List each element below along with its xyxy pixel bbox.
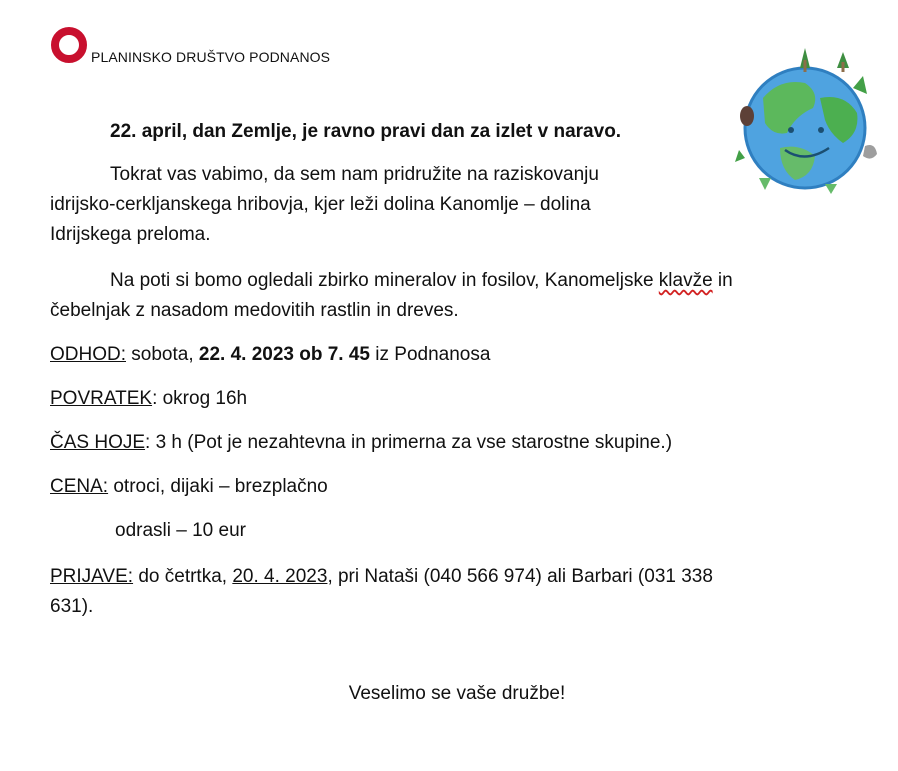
walking-time-label: ČAS HOJE	[50, 432, 146, 453]
registration-date: 20. 4. 2023	[232, 566, 328, 587]
walking-time-text: : 3 h (Pot je nezahtevna in primerna za vse starostne skupine.)	[145, 432, 673, 453]
price-label: CENA:	[50, 476, 109, 497]
registration-prefix: do četrtka,	[133, 566, 233, 587]
departure-datetime: 22. 4. 2023 ob 7. 45	[198, 344, 371, 365]
details-line-1	[50, 266, 733, 296]
return-label: POVRATEK	[50, 388, 153, 409]
departure-row	[50, 340, 490, 370]
price-row	[50, 472, 328, 502]
details-line-2: čebelnjak z nasadom medovitih rastlin in dreves.	[50, 300, 459, 321]
registration-line-1	[50, 562, 713, 592]
registration-row	[50, 562, 713, 622]
departure-prefix: sobota,	[126, 344, 199, 365]
departure-suffix: iz Podnanosa	[370, 344, 491, 365]
details-line-1-before: Na poti si bomo ogledali zbirko mineralov in fosilov, Kanomeljske	[110, 270, 659, 291]
ring-logo-icon	[50, 26, 88, 64]
registration-label: PRIJAVE:	[50, 566, 134, 587]
walking-time-row	[50, 428, 672, 458]
intro-line-1: Tokrat vas vabimo, da sem nam pridružite na raziskovanju	[110, 164, 599, 185]
headline: 22. april, dan Zemlje, je ravno pravi dan za izlet v naravo.	[110, 121, 622, 142]
spellcheck-flagged-word: klavže	[658, 270, 713, 291]
details-paragraph	[50, 266, 733, 326]
price-adults: odrasli – 10 eur	[115, 520, 246, 541]
registration-line-2: 631).	[50, 596, 94, 617]
earth-globe-icon	[725, 38, 885, 198]
intro-line-2: idrijsko-cerkljanskega hribovja, kjer leži dolina Kanomlje – dolina	[50, 194, 591, 215]
details-line-1-after: in	[712, 270, 733, 291]
return-text: : okrog 16h	[152, 388, 248, 409]
return-row	[50, 384, 247, 414]
departure-label: ODHOD:	[50, 344, 126, 365]
closing-line: Veselimo se vaše družbe!	[348, 683, 566, 704]
registration-contacts: , pri Nataši (040 566 974) ali Barbari (031 338	[327, 566, 713, 587]
intro-line-3: Idrijskega preloma.	[50, 224, 211, 245]
price-children: otroci, dijaki – brezplačno	[108, 476, 328, 497]
intro-paragraph	[50, 160, 599, 250]
club-name: PLANINSKO DRUŠTVO PODNANOS	[91, 49, 331, 65]
